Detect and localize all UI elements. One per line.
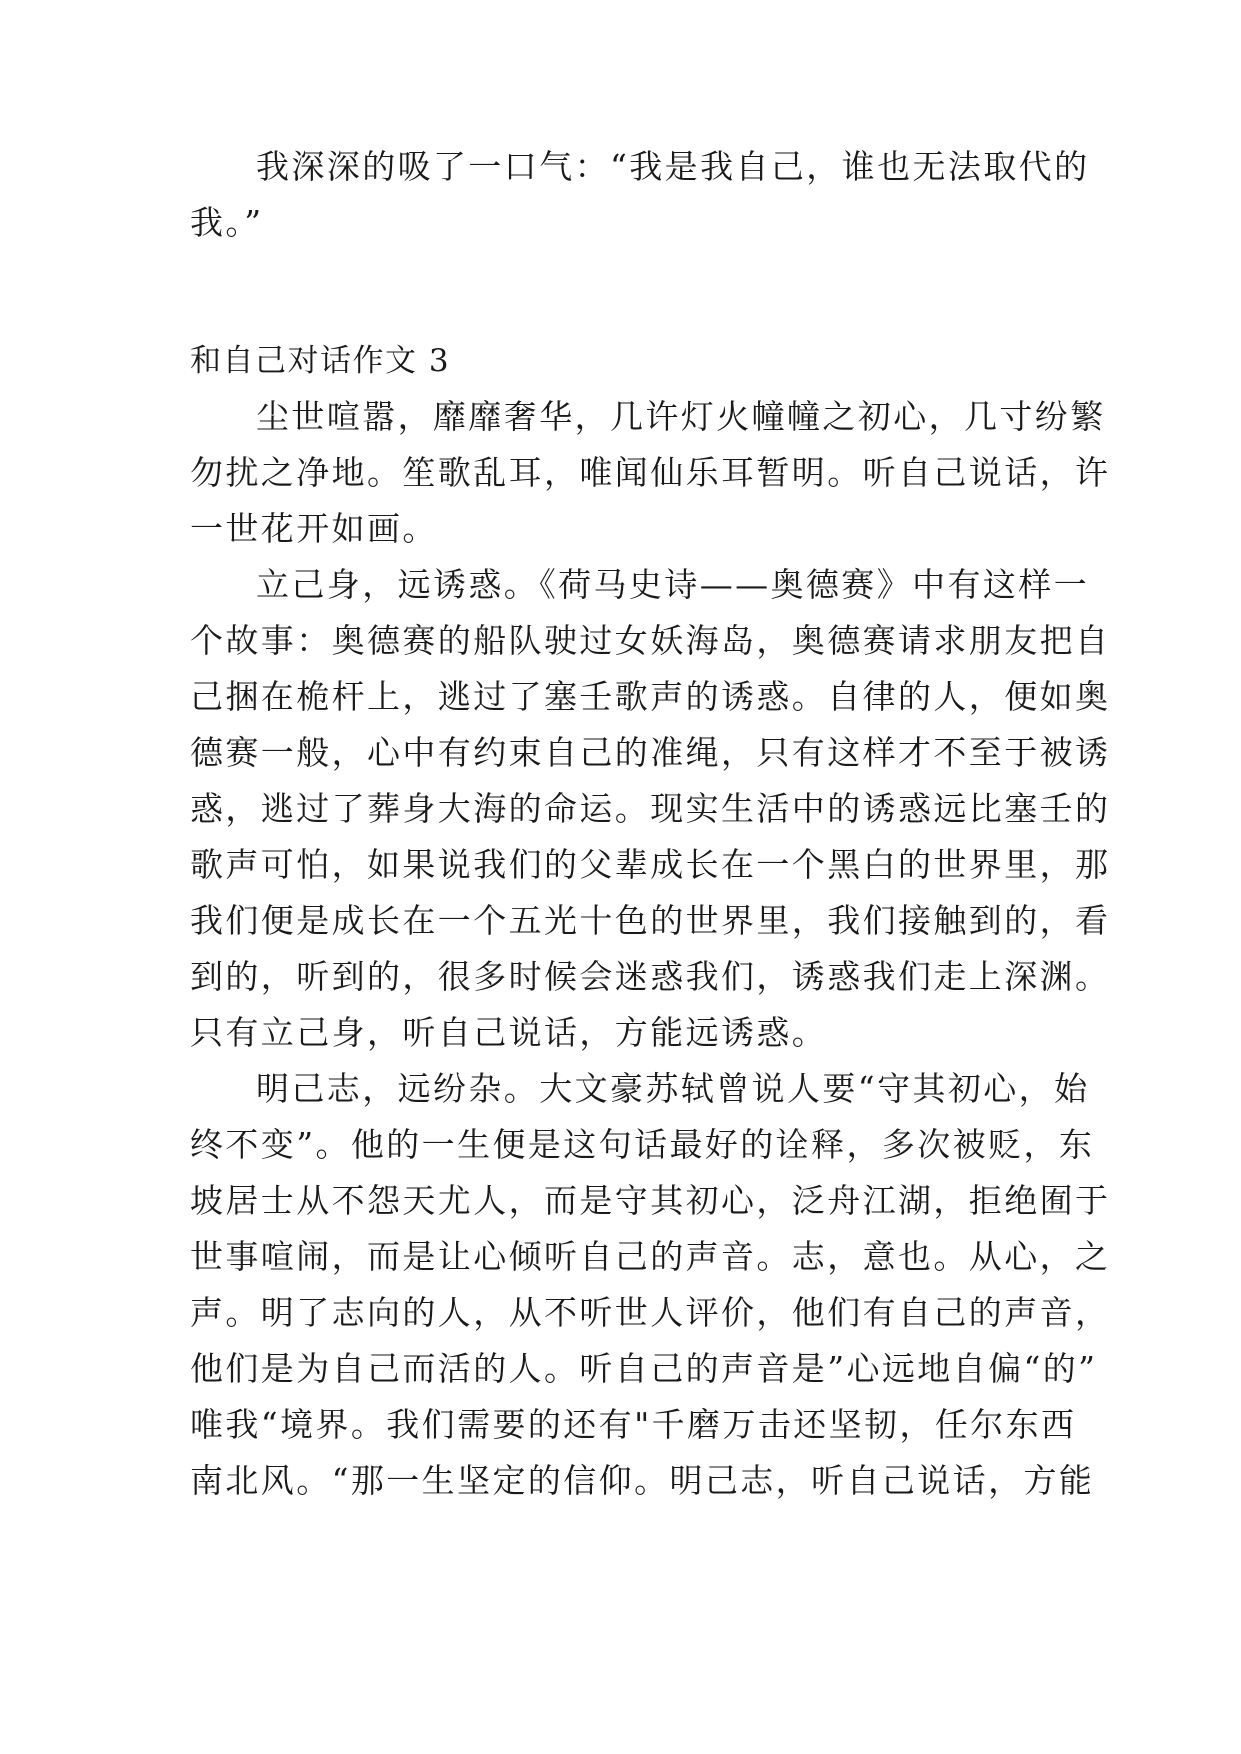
paragraph-4-line-6: 他们是为自己而活的人。听自己的声音是”心远地自偏“的”	[190, 1349, 1098, 1388]
paragraph-3-line-8: 到的，听到的，很多时候会迷惑我们，诱惑我们走上深渊。	[190, 957, 1111, 996]
paragraph-4-line-3: 坡居士从不怨天尤人，而是守其初心，泛舟江湖，拒绝囿于	[190, 1181, 1111, 1220]
paragraph-4-line-5: 声。明了志向的人，从不听世人评价，他们有自己的声音，	[190, 1293, 1111, 1332]
paragraph-1-line-1: 我深深的吸了一口气：“我是我自己，谁也无法取代的	[256, 147, 1090, 186]
paragraph-4-line-4: 世事喧闹，而是让心倾听自己的声音。志，意也。从心，之	[190, 1237, 1111, 1276]
paragraph-3-line-7: 我们便是成长在一个五光十色的世界里，我们接触到的，看	[190, 901, 1111, 940]
paragraph-2-line-3: 一世花开如画。	[190, 509, 438, 548]
paragraph-3-line-2: 个故事：奥德赛的船队驶过女妖海岛，奥德赛请求朋友把自	[190, 621, 1111, 660]
paragraph-3-line-3: 己捆在桅杆上，逃过了塞壬歌声的诱惑。自律的人，便如奥	[190, 677, 1111, 716]
section-heading: 和自己对话作文 3	[190, 343, 451, 379]
paragraph-3-line-5: 惑，逃过了葬身大海的命运。现实生活中的诱惑远比塞壬的	[190, 789, 1111, 828]
paragraph-3-line-9: 只有立己身，听自己说话，方能远诱惑。	[190, 1013, 828, 1052]
paragraph-3-line-1: 立己身，远诱惑。《荷马史诗——奥德赛》中有这样一	[256, 565, 1090, 604]
paragraph-2-line-2: 勿扰之净地。笙歌乱耳，唯闻仙乐耳暂明。听自己说话，许	[190, 453, 1111, 492]
paragraph-1-line-2: 我。”	[190, 203, 264, 242]
paragraph-2-line-1: 尘世喧嚣，靡靡奢华，几许灯火幢幢之初心，几寸纷繁	[256, 397, 1106, 436]
paragraph-4-line-7: 唯我“境界。我们需要的还有"千磨万击还坚韧，任尔东西	[190, 1405, 1077, 1444]
paragraph-3-line-6: 歌声可怕，如果说我们的父辈成长在一个黑白的世界里，那	[190, 845, 1111, 884]
paragraph-4-line-1: 明己志，远纷杂。大文豪苏轼曾说人要“守其初心，始	[256, 1069, 1090, 1108]
paragraph-4-line-8: 南北风。“那一生坚定的信仰。明己志，听自己说话，方能	[190, 1461, 1095, 1500]
paragraph-4-line-2: 终不变”。他的一生便是这句话最好的诠释，多次被贬，东	[190, 1125, 1095, 1164]
paragraph-3-line-4: 德赛一般，心中有约束自己的准绳，只有这样才不至于被诱	[190, 733, 1111, 772]
